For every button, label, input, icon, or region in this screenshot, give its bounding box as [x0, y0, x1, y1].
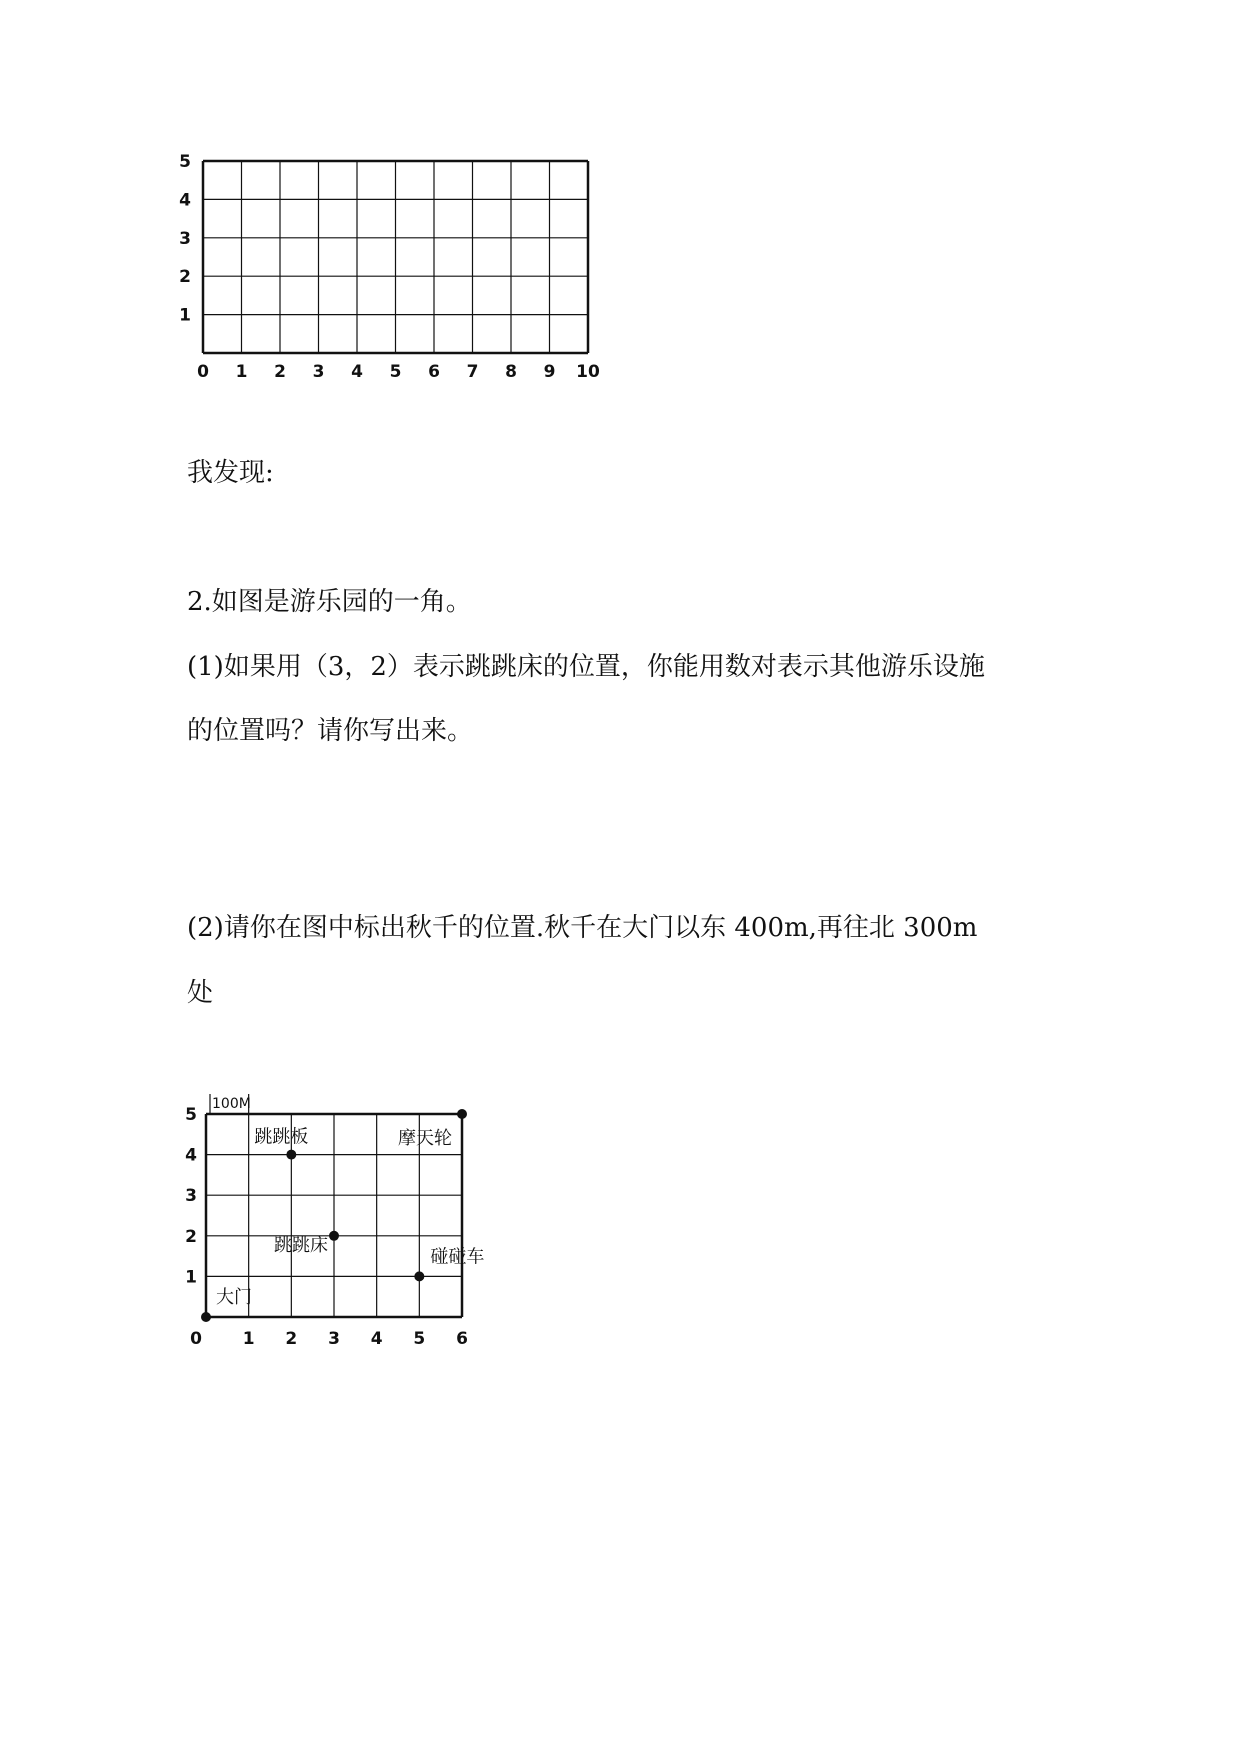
map-point-marker: [329, 1231, 339, 1241]
grid1-x-tick-label: 9: [543, 362, 556, 382]
grid1-x-tick-label: 1: [235, 362, 248, 382]
map-y-tick-label: 1: [185, 1267, 197, 1288]
grid1-y-tick-label: 5: [179, 152, 191, 172]
map-point-label: 大门: [216, 1287, 252, 1308]
map-point-label: 摩天轮: [398, 1128, 452, 1149]
map-y-tick-label: 4: [185, 1145, 197, 1166]
map-x-tick-label: 6: [456, 1329, 468, 1349]
grid1-y-tick-label: 1: [179, 305, 191, 326]
grid1-lines: [203, 161, 588, 353]
found-prompt: 我发现:: [187, 458, 274, 488]
map-y-ticks: [185, 1105, 197, 1287]
grid1-x-tick-label: 7: [466, 362, 479, 382]
grid1-y-tick-label: 3: [179, 228, 191, 249]
grid1-x-tick-label: 8: [505, 362, 517, 382]
map-point-marker: [457, 1109, 467, 1119]
map-y-tick-label: 5: [185, 1105, 197, 1125]
question-2-title: 2.如图是游乐园的一角。: [187, 587, 472, 617]
amusement-park-map: [180, 1030, 560, 1349]
blank-coordinate-grid: [170, 150, 670, 440]
map-x-tick-label: 3: [328, 1329, 340, 1349]
map-unit-label: 100M: [212, 1096, 251, 1112]
grid1-y-ticks: [179, 152, 191, 326]
map-x-tick-label: 1: [242, 1329, 255, 1349]
map-y-tick-label: 2: [185, 1226, 197, 1247]
map-x-tick-label: 5: [413, 1329, 426, 1349]
map-x-ticks: [190, 1329, 468, 1349]
grid1-x-tick-label: 4: [351, 362, 363, 382]
grid1-x-tick-label: 6: [428, 362, 440, 382]
map-point-label: 碰碰车: [430, 1246, 485, 1268]
map-point-marker: [414, 1271, 424, 1281]
question-2-1-line-2: 的位置吗？请你写出来。: [187, 716, 474, 746]
grid1-x-tick-label: 5: [389, 362, 402, 382]
map-point-label: 跳跳床: [274, 1234, 328, 1256]
grid1-y-tick-label: 4: [179, 190, 191, 211]
map-x-tick-label: 4: [370, 1329, 383, 1349]
grid1-x-ticks: [197, 362, 600, 382]
question-2-2-line-2: 处: [187, 978, 214, 1008]
grid1-x-tick-label: 0: [197, 362, 209, 382]
map-point-label: 跳跳板: [254, 1126, 309, 1148]
grid1-x-tick-label: 10: [576, 362, 600, 382]
map-points: [201, 1109, 484, 1322]
map-point-marker: [286, 1150, 296, 1160]
map-y-tick-label: 3: [185, 1186, 197, 1207]
grid1-y-tick-label: 2: [179, 267, 191, 288]
grid1-x-tick-label: 3: [312, 362, 325, 382]
question-2-2-line-1: (2)请你在图中标出秋千的位置.秋千在大门以东 400m,再往北 300m: [187, 913, 978, 943]
map-x-tick-label: 0: [190, 1329, 202, 1349]
question-2-1-line-1: (1)如果用（3，2）表示跳跳床的位置，你能用数对表示其他游乐设施: [187, 652, 985, 682]
grid1-x-tick-label: 2: [274, 362, 286, 382]
map-x-tick-label: 2: [285, 1329, 298, 1349]
map-point-marker: [201, 1312, 211, 1322]
